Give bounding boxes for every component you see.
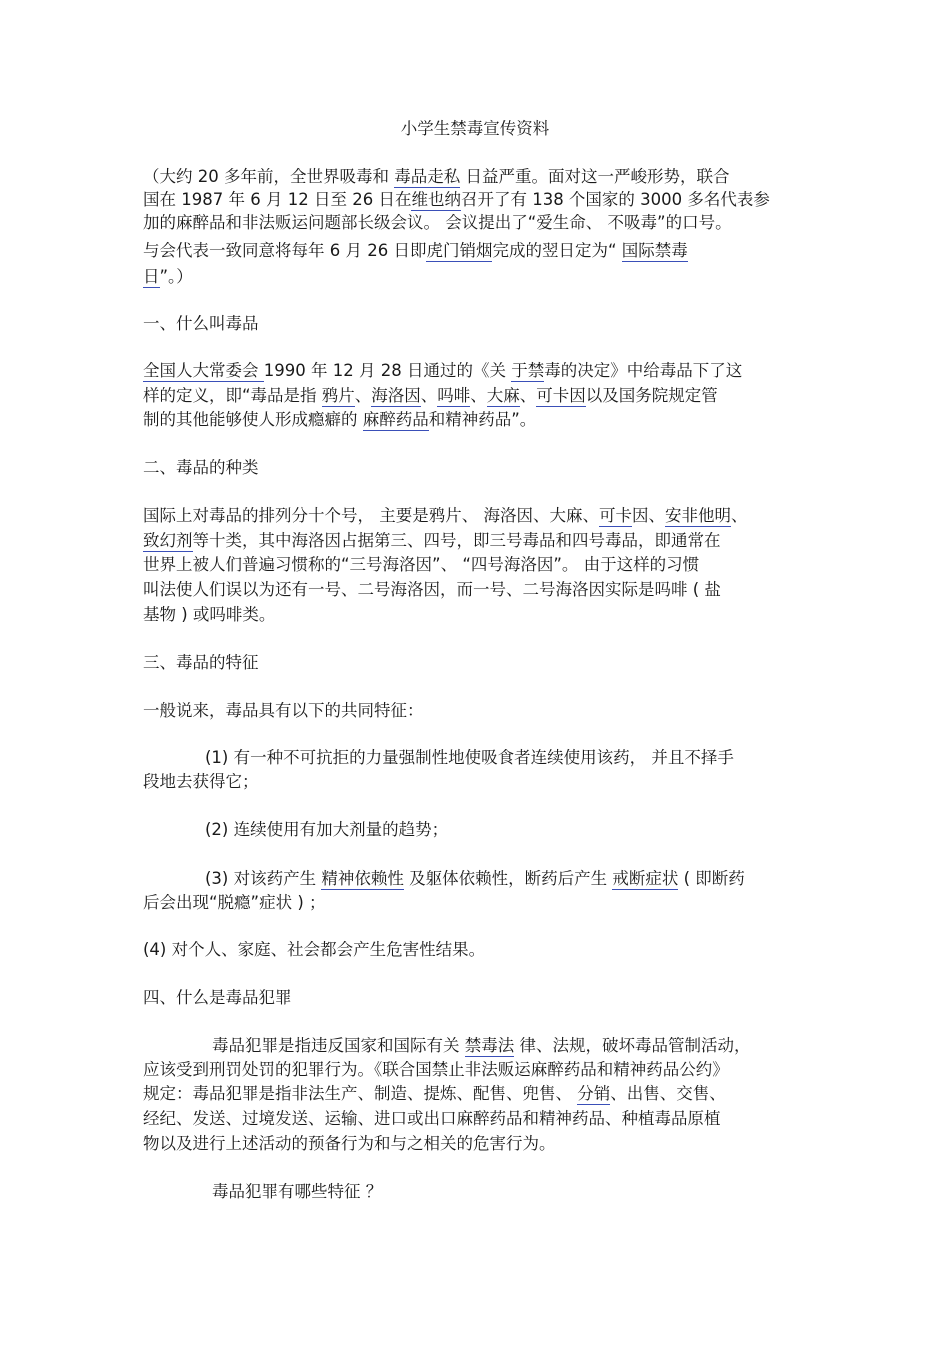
section-4-line-3: 规定：毒品犯罪是指非法生产、制造、提炼、配售、兜售、 分销、出售、交售、	[143, 1084, 726, 1103]
section-2-line-3: 世界上被人们普遍习惯称的“三号海洛因”、 “四号海洛因”。 由于这样的习惯	[143, 555, 700, 574]
section-3-lead: 一般说来，毒品具有以下的共同特征：	[143, 701, 424, 720]
document-title: 小学生禁毒宣传资料	[400, 119, 550, 138]
feature-1-line-1: (1) 有一种不可抗拒的力量强制性地使吸食者连续使用该药， 并且不择手	[205, 748, 734, 767]
link-heroin[interactable]: 海洛因	[371, 386, 421, 405]
section-2-line-1: 国际上对毒品的排列分十个号， 主要是鸦片、 海洛因、大麻、可卡因、安非他明、	[143, 506, 748, 525]
section-2-line-5: 基物 ) 或吗啡类。	[143, 605, 276, 624]
intro-line-4: 与会代表一致同意将每年 6 月 26 日即虎门销烟完成的翌日定为“ 国际禁毒	[143, 241, 688, 260]
link-humen[interactable]: 虎门销烟	[426, 241, 493, 260]
section-4-line-5: 物以及进行上述活动的预备行为和与之相关的危害行为。	[143, 1134, 556, 1153]
intro-line-2: 国在 1987 年 6 月 12 日至 26 日在维也纳召开了有 138 个国家的 3000 多名代表参	[143, 190, 770, 209]
section-4-line-1: 毒品犯罪是指违反国家和国际有关 禁毒法 律、法规，破坏毒品管制活动，	[212, 1036, 751, 1055]
section-1-heading: 一、什么叫毒品	[143, 314, 259, 333]
link-npc-standing-committee[interactable]: 全国人大常委会	[143, 361, 264, 380]
link-amphetamine[interactable]: 安非他明	[665, 506, 731, 525]
link-morphine[interactable]: 吗啡	[437, 386, 471, 405]
section-4-line-2: 应该受到刑罚处罚的犯罪行为。《联合国禁止非法贩运麻醉药品和精神药品公约》	[143, 1060, 729, 1079]
link-drug-smuggling[interactable]: 毒品走私	[394, 167, 461, 186]
feature-3-line-2: 后会出现“脱瘾”症状 ) ；	[143, 893, 326, 912]
link-intl-antidrug-day-end[interactable]: 日	[143, 267, 160, 286]
link-distribution[interactable]: 分销	[577, 1084, 611, 1103]
link-psychological-dependence[interactable]: 精神依赖性	[321, 869, 404, 888]
section-4-heading: 四、什么是毒品犯罪	[143, 988, 292, 1007]
section-2-heading: 二、毒品的种类	[143, 458, 259, 477]
section-2-line-2: 致幻剂等十类，其中海洛因占据第三、四号，即三号毒品和四号毒品，即通常在	[143, 531, 721, 550]
link-hallucinogen[interactable]: 致幻剂	[143, 531, 193, 550]
link-cannabis[interactable]: 大麻	[486, 386, 520, 405]
link-cocaine[interactable]: 可卡因	[536, 386, 586, 405]
feature-4: (4) 对个人、家庭、社会都会产生危害性结果。	[143, 940, 486, 959]
section-4-line-4: 经纪、发送、过境发送、运输、进口或出口麻醉药品和精神药品、种植毒品原植	[143, 1109, 721, 1128]
link-antidrug[interactable]: 于禁	[511, 361, 545, 380]
link-withdrawal-symptoms[interactable]: 戒断症状	[612, 869, 679, 888]
section-1-line-2: 样的定义，即“毒品是指 鸦片、海洛因、吗啡、大麻、可卡因以及国务院规定管	[143, 386, 718, 405]
link-antidrug-law[interactable]: 禁毒法	[464, 1036, 515, 1055]
feature-2: (2) 连续使用有加大剂量的趋势；	[205, 820, 449, 839]
section-2-line-4: 叫法使人们误以为还有一号、二号海洛因，而一号、二号海洛因实际是吗啡 ( 盐	[143, 580, 721, 599]
feature-3-line-1: (3) 对该药产生 精神依赖性 及躯体依赖性，断药后产生 戒断症状 ( 即断药	[205, 869, 745, 888]
link-vienna[interactable]: 维也纳	[411, 190, 461, 209]
section-3-heading: 三、毒品的特征	[143, 653, 259, 672]
link-intl-antidrug-day[interactable]: 国际禁毒	[621, 241, 688, 260]
link-opium[interactable]: 鸦片	[321, 386, 355, 405]
link-narcotics[interactable]: 麻醉药品	[362, 410, 429, 429]
section-4-question: 毒品犯罪有哪些特征 ？	[212, 1182, 383, 1201]
link-cocaine-2[interactable]: 可卡	[599, 506, 632, 525]
intro-line-3: 加的麻醉品和非法贩运问题部长级会议。 会议提出了“爱生命、 不吸毒”的口号。	[143, 213, 732, 232]
feature-1-line-2: 段地去获得它；	[143, 772, 259, 791]
intro-line-5: 日”。）	[143, 267, 193, 286]
intro-line-1: （大约 20 多年前，全世界吸毒和 毒品走私 日益严重。面对这一严峻形势，联合	[143, 167, 730, 186]
section-1-line-1: 全国人大常委会 1990 年 12 月 28 日通过的《关 于禁毒的决定》中给毒品下了这	[143, 361, 743, 380]
section-1-line-3: 制的其他能够使人形成瘾癖的 麻醉药品和精神药品”。	[143, 410, 537, 429]
